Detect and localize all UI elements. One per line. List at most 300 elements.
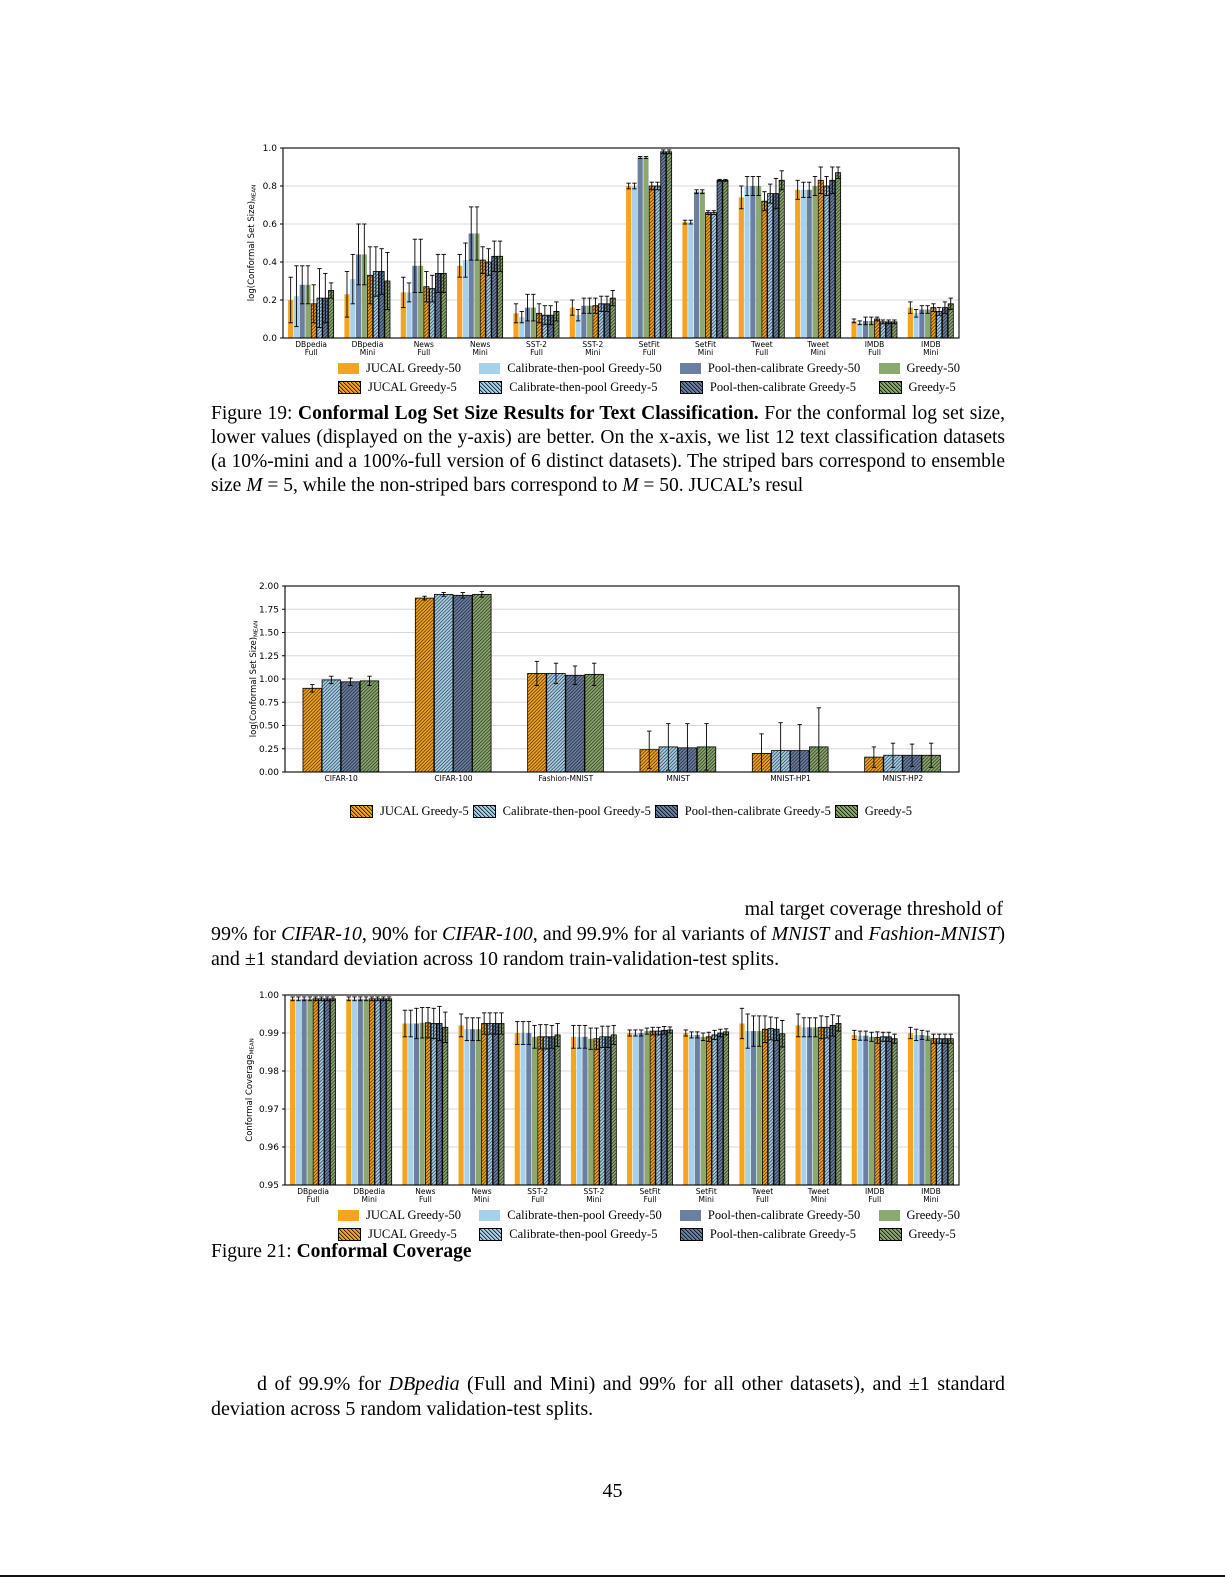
mid-paragraph [211,922,1005,972]
bar [919,310,924,339]
bar [566,675,585,772]
bar [762,201,767,338]
fig20-legend [350,804,912,819]
bar [886,322,891,338]
svg-text:0.0: 0.0 [262,334,277,344]
hatched-legend-swatch [655,805,678,818]
bar [487,1024,492,1186]
svg-text:Tweet: Tweet [751,340,773,349]
text-segment: M [622,475,639,496]
bar [779,180,784,338]
bar [655,186,660,338]
svg-text:0.96: 0.96 [258,1143,279,1153]
bar [520,1033,525,1185]
bar [526,1033,531,1185]
svg-text:0.97: 0.97 [258,1105,279,1115]
svg-text:Mini: Mini [473,1195,490,1204]
text-segment: CIFAR-10 [281,923,362,945]
text-segment: = 5, while the non-striped bars correspond to [262,475,623,496]
legend-label: Pool-then-calibrate Greedy-5 [709,380,857,394]
bar [307,999,312,1185]
text-segment: Figure 19: [211,403,298,424]
svg-text:Mini: Mini [810,1195,827,1204]
bar [711,213,716,338]
svg-text:1.00: 1.00 [258,675,279,685]
bar [656,1031,661,1185]
svg-text:Full: Full [531,1195,545,1204]
svg-text:Full: Full [868,1195,882,1204]
bar [724,1032,729,1185]
mid-paragraph-line1: mal target coverage threshold of [744,898,1003,920]
svg-text:MNIST-HP2: MNIST-HP2 [882,774,924,783]
bar [801,1027,806,1185]
svg-text:News: News [415,1187,436,1196]
legend-item [479,380,661,395]
bar [341,682,360,772]
fig21-svg [240,985,970,1207]
svg-text:IMDB: IMDB [921,1187,941,1196]
bar [908,1033,913,1185]
legend-label: JUCAL Greedy-5 [368,380,457,394]
svg-text:log(Conformal Set Size)MEAN: log(Conformal Set Size)MEAN [247,184,258,302]
bar [948,1039,953,1185]
svg-text:Tweet: Tweet [807,340,829,349]
bar [931,308,936,338]
hatched-legend-swatch [479,381,502,394]
svg-text:News: News [471,1187,492,1196]
bar [886,1037,891,1185]
legend-label: Calibrate-then-pool Greedy-50 [507,361,662,375]
bar [425,1023,430,1185]
bar [914,1035,919,1185]
bar [290,999,295,1185]
bar [689,1035,694,1185]
bar [717,180,722,338]
text-segment: and [829,923,869,945]
legend-label: JUCAL Greedy-50 [366,1208,462,1222]
bar [532,1037,537,1185]
svg-text:Mini: Mini [586,1195,602,1204]
svg-text:DBpedia: DBpedia [297,1187,329,1196]
bar [718,1033,723,1185]
bar [751,1031,756,1185]
fig20-chart [240,575,970,790]
legend-label: Greedy-5 [864,804,912,818]
legend-label: Pool-then-calibrate Greedy-50 [707,1208,861,1222]
page-number: 45 [602,1480,623,1502]
svg-text:0.98: 0.98 [258,1067,279,1077]
bar [303,688,322,772]
legend-item [350,804,469,819]
bar [313,999,318,1185]
bar [796,1025,801,1185]
svg-text:Tweet: Tweet [807,1187,830,1196]
svg-text:SST-2: SST-2 [526,340,547,349]
bar [633,1033,638,1185]
hatched-legend-swatch [338,381,361,394]
bar [712,1035,717,1185]
legend-label: JUCAL Greedy-50 [366,361,462,375]
bar [476,1029,481,1185]
svg-text:Full: Full [530,348,543,357]
text-segment: Conformal Coverage [296,1241,472,1262]
bar [819,1027,824,1185]
svg-text:Full: Full [755,348,769,357]
bar [381,999,386,1185]
svg-text:SST-2: SST-2 [527,1187,549,1196]
fig21-legend [338,1208,960,1242]
bar [756,186,761,338]
bar [881,1037,886,1185]
legend-item [479,1208,661,1223]
bar [780,1034,785,1185]
bar [588,1039,593,1185]
bar [750,186,755,338]
bar [892,1039,897,1185]
bar [296,999,301,1185]
text-segment: M [246,475,263,496]
bar [875,319,880,338]
legend-item [338,361,461,376]
svg-text:0.6: 0.6 [262,220,277,230]
text-segment: Conformal Log Set Size Results for Text Classification. [298,403,759,424]
bar [830,180,835,338]
svg-text:Full: Full [643,1195,657,1204]
bar [414,1024,419,1186]
bar [869,1037,874,1185]
text-segment: CIFAR-100 [442,923,533,945]
bar [325,999,330,1185]
svg-text:SST-2: SST-2 [583,1187,605,1196]
legend-label: Pool-then-calibrate Greedy-5 [684,804,831,818]
hatched-legend-swatch [473,805,496,818]
bar [880,322,885,338]
bar [700,192,705,338]
bar [875,1038,880,1185]
fig19-legend [338,361,960,395]
bar [661,152,666,338]
bar [632,186,637,338]
svg-text:Fashion-MNIST: Fashion-MNIST [538,774,594,783]
bar [774,1029,779,1185]
svg-text:News: News [413,340,434,349]
bar [473,594,492,772]
text-segment: Figure 21: [211,1241,297,1262]
svg-text:Full: Full [304,348,318,357]
svg-text:SetFit: SetFit [694,340,717,349]
bar [431,1024,436,1186]
bar [807,1027,812,1185]
bar [795,190,800,338]
svg-text:MNIST-HP1: MNIST-HP1 [770,774,811,783]
svg-text:0.4: 0.4 [262,258,277,268]
text-segment: (Full and Mini) and 99% for all other datasets), and ±1 standard deviation across 5 random validation-test splits. [211,1373,1005,1420]
text-segment: d of 99.9% for [257,1373,389,1395]
bar [408,1024,413,1186]
bar [813,1027,818,1185]
bar [836,1024,841,1186]
legend-item [338,1208,461,1223]
bar [375,999,380,1185]
svg-text:Mini: Mini [923,348,939,357]
text-segment: For the conformal log set size, lower values (displayed on the y-axis) are better. On the x-axis, we list 12 text classification datasets (a 10%-mini and a 100%-full version of 6 distinct datasets). The striped bars correspond to ensemble size [211,403,1005,496]
text-segment: MNIST [771,923,830,945]
legend-label: Calibrate-then-pool Greedy-50 [507,1208,662,1222]
legend-swatch [879,363,900,374]
figure21-caption [211,1240,1005,1264]
bar [538,1037,543,1185]
svg-text:MNIST: MNIST [666,774,690,783]
fig19-svg [240,140,970,368]
bar [464,1029,469,1185]
svg-text:0.2: 0.2 [262,296,277,306]
svg-text:SetFit: SetFit [639,1187,661,1196]
legend-swatch [680,1210,701,1221]
svg-text:Mini: Mini [698,1195,714,1204]
bar [694,192,699,338]
text-segment: DBpedia [388,1373,460,1395]
fig19-chart [240,140,970,368]
svg-text:0.50: 0.50 [258,721,279,732]
bar [443,1027,448,1185]
bar [824,1027,829,1185]
bar [863,1036,868,1185]
bar [470,1029,475,1185]
svg-text:Full: Full [868,348,881,357]
text-segment: Fashion-MNIST [868,923,999,945]
bar [577,1037,582,1185]
bar [346,999,351,1185]
bar [773,194,778,338]
bar [643,158,648,339]
bar [931,1039,936,1185]
svg-text:1.50: 1.50 [258,628,279,639]
figure19-caption [211,402,1005,498]
bar [919,1035,924,1185]
legend-swatch [680,363,701,374]
bar [360,681,379,772]
bottom-rule [0,1575,1225,1577]
bar [739,1024,744,1186]
bar [835,173,840,338]
bar [454,595,473,772]
svg-text:DBpedia: DBpedia [351,340,384,349]
bar [352,999,357,1185]
hatched-legend-swatch [879,381,902,394]
bar [768,194,773,338]
bottom-paragraph [211,1372,1005,1422]
bar [824,186,829,338]
legend-swatch [479,363,500,374]
bar [644,1031,649,1185]
svg-text:IMDB: IMDB [921,340,941,349]
legend-item [680,380,860,395]
text-segment: 99% for [211,923,282,945]
bar [638,158,643,339]
bar [528,673,547,772]
legend-swatch [479,1210,500,1221]
svg-text:Mini: Mini [923,1195,939,1204]
legend-swatch [338,1210,359,1221]
legend-label: JUCAL Greedy-5 [368,1227,457,1241]
bar [667,1030,672,1185]
bar [682,222,687,338]
bar [830,1025,835,1185]
legend-label: Pool-then-calibrate Greedy-5 [709,1227,857,1241]
bar [706,1037,711,1185]
bar [611,1035,616,1185]
bar [892,322,897,338]
legend-swatch [338,363,359,374]
bar [582,1037,587,1185]
legend-item [879,1208,960,1223]
bar [319,999,324,1185]
legend-label: Calibrate-then-pool Greedy-5 [502,804,651,818]
legend-label: Greedy-50 [906,361,960,375]
bar [851,321,856,338]
text-segment: ) and ±1 standard deviation across 10 random train-validation-test splits. [211,923,1005,970]
legend-item [680,361,860,376]
bar [499,1024,504,1186]
svg-text:Mini: Mini [585,348,601,357]
svg-text:2.00: 2.00 [258,582,279,592]
svg-text:0.99: 0.99 [258,1029,279,1039]
svg-text:News: News [470,340,491,349]
bar [768,1028,773,1185]
svg-text:0.25: 0.25 [258,744,279,755]
bar [549,1037,554,1185]
text-segment: , 90% for [361,923,443,945]
svg-text:Full: Full [417,348,431,357]
svg-text:Tweet: Tweet [751,1187,774,1196]
bar [358,999,363,1185]
bar [807,190,812,338]
bar [739,197,744,338]
hatched-legend-swatch [680,381,703,394]
svg-text:0.75: 0.75 [258,698,279,709]
fig20-svg [240,575,970,790]
bar [330,999,335,1185]
svg-text:0.8: 0.8 [262,182,277,192]
bar [515,1033,520,1185]
bar [723,180,728,338]
bar [762,1029,767,1185]
text-segment: , and 99.9% for al variants of [532,923,772,945]
bar [942,1039,947,1185]
legend-label: Greedy-5 [908,1227,956,1241]
bar [818,180,823,338]
svg-text:IMDB: IMDB [864,340,885,349]
svg-text:Mini: Mini [472,348,488,357]
legend-label: Greedy-50 [906,1208,960,1222]
bar [627,1033,632,1185]
legend-item [835,804,912,819]
svg-text:Full: Full [306,1195,320,1204]
legend-swatch [879,1210,900,1221]
legend-item [479,361,661,376]
bar [369,999,374,1185]
bar [302,999,307,1185]
svg-text:DBpedia: DBpedia [295,340,328,349]
svg-text:Full: Full [642,348,656,357]
svg-text:SST-2: SST-2 [582,340,604,349]
svg-text:1.25: 1.25 [258,651,279,662]
bar [812,186,817,338]
bar [700,1037,705,1185]
bar [925,310,930,339]
bar [688,222,693,338]
legend-label: Greedy-5 [908,380,956,394]
bar [937,1039,942,1185]
svg-text:log(Conformal Set Size)MEAN: log(Conformal Set Size)MEAN [249,620,260,738]
text-segment: = 50. JUCAL’s resul [638,475,804,496]
svg-text:DBpedia: DBpedia [353,1187,386,1196]
svg-text:IMDB: IMDB [864,1187,885,1196]
svg-text:Full: Full [419,1195,432,1204]
bar [639,1033,644,1185]
svg-text:Mini: Mini [697,348,714,357]
bar [594,1039,599,1185]
legend-label: Calibrate-then-pool Greedy-5 [509,1227,658,1241]
bar [852,1035,857,1185]
bar [402,1024,407,1186]
bar [662,1030,667,1185]
bar [437,1024,442,1186]
svg-text:0.00: 0.00 [258,768,279,778]
legend-item [879,361,960,376]
legend-item [655,804,831,819]
bar [626,186,631,338]
bar [363,999,368,1185]
bar [801,190,806,338]
hatched-legend-swatch [350,805,373,818]
bar [585,674,604,772]
bar [757,1031,762,1185]
bar [600,1037,605,1185]
bar [695,1035,700,1185]
bar [683,1033,688,1185]
svg-text:SetFit: SetFit [638,340,660,349]
svg-text:1.00: 1.00 [258,991,279,1001]
bar [649,186,654,338]
svg-text:0.95: 0.95 [258,1181,279,1191]
bar [544,1037,549,1185]
legend-item [879,380,960,395]
svg-text:1.0: 1.0 [262,144,277,154]
bar [857,1036,862,1185]
bar [420,1023,425,1185]
svg-text:Mini: Mini [810,348,826,357]
svg-text:Conformal CoverageMEAN: Conformal CoverageMEAN [245,1038,256,1142]
bar [571,1037,576,1185]
legend-label: JUCAL Greedy-5 [380,804,469,818]
svg-text:Full: Full [756,1195,769,1204]
bar [482,1024,487,1186]
svg-text:CIFAR-10: CIFAR-10 [324,774,358,783]
bar [745,1031,750,1185]
bar [605,1037,610,1185]
svg-text:1.75: 1.75 [258,605,279,616]
bar [547,673,566,772]
legend-item [680,1208,860,1223]
legend-item [338,380,461,395]
bar [415,598,434,772]
fig21-chart [240,985,970,1207]
bar [459,1025,464,1185]
svg-text:Mini: Mini [359,348,376,357]
legend-item [473,804,651,819]
bar [650,1031,655,1185]
